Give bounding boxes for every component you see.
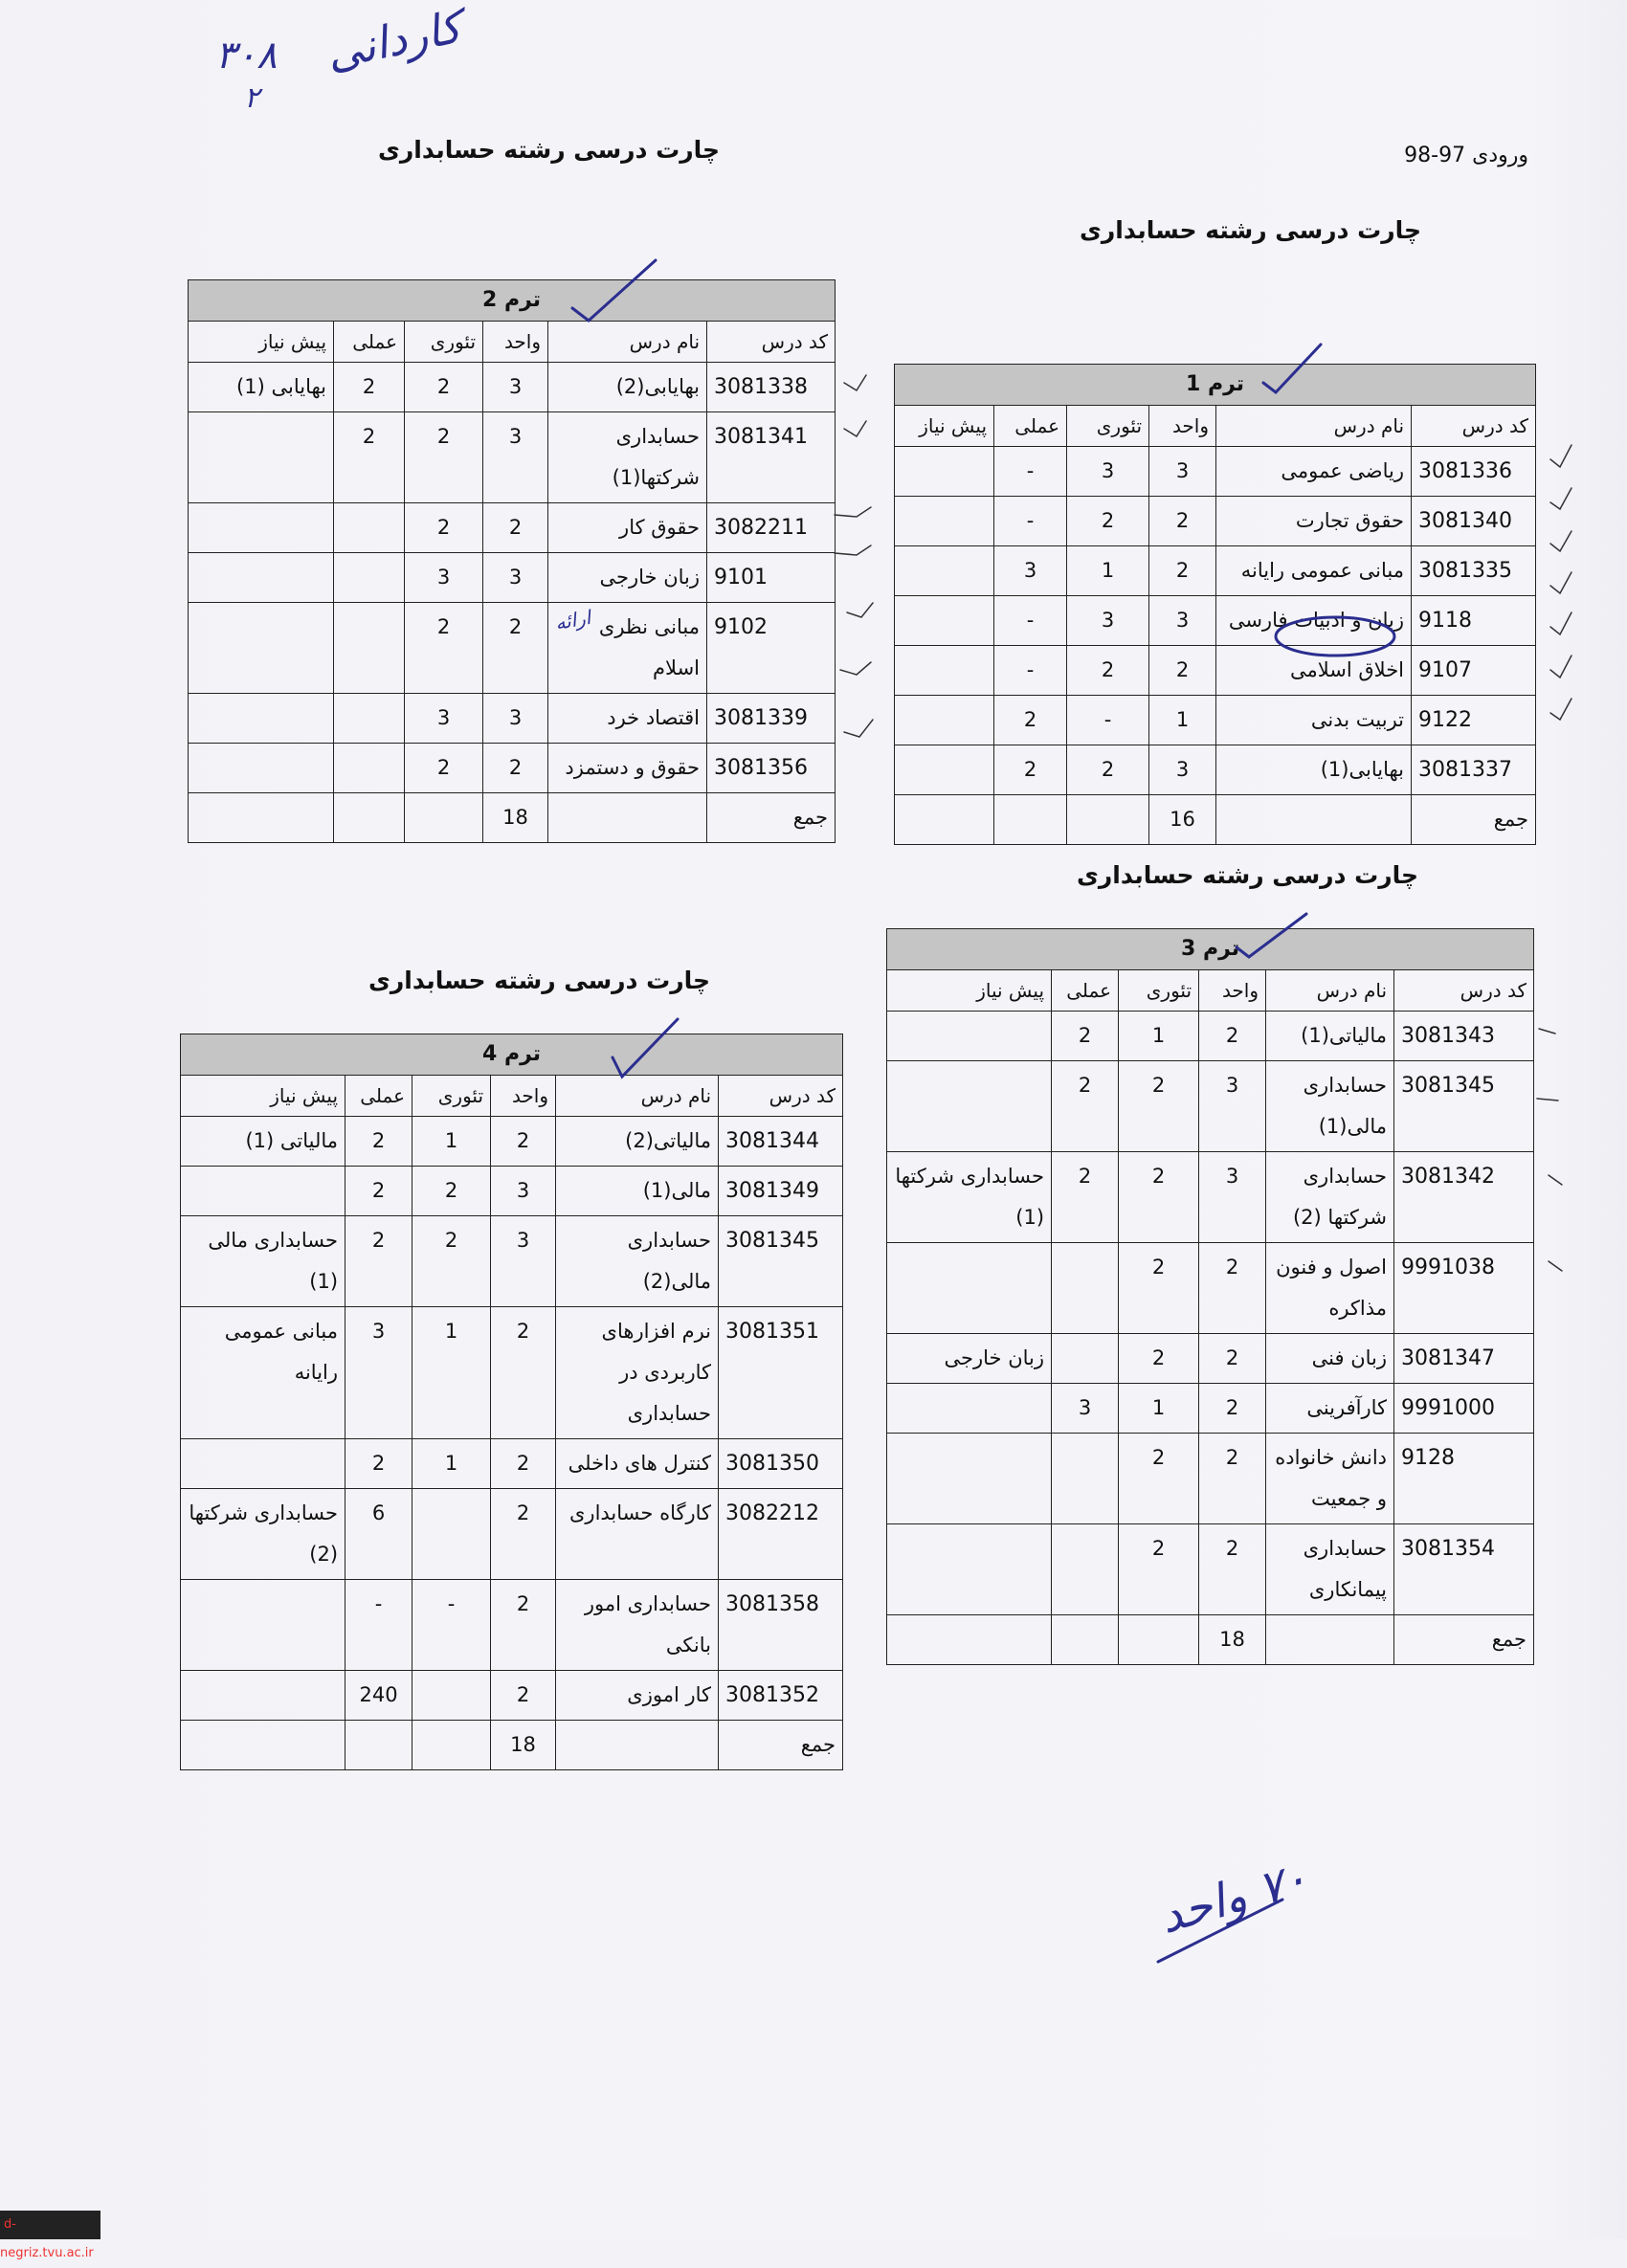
course-code: 3081350 [719, 1439, 843, 1489]
checkmark-icon [1539, 1029, 1555, 1034]
course-theory: - [412, 1580, 491, 1671]
course-theory: 2 [405, 503, 483, 553]
course-name: حقوق تجارت [1216, 497, 1412, 546]
course-units: 2 [1199, 1434, 1266, 1524]
course-units: 2 [1199, 1012, 1266, 1061]
header-prereq: پیش نیاز [887, 970, 1052, 1012]
course-theory: 2 [1119, 1243, 1199, 1334]
course-prereq: حسابداری شرکتها (2) [181, 1489, 345, 1580]
course-theory: 1 [412, 1307, 491, 1439]
course-units: 2 [491, 1671, 556, 1721]
course-name: حقوق کار [548, 503, 707, 553]
header-code: کد درس [1412, 406, 1536, 447]
checkmark-icon [844, 720, 873, 737]
term1-title: ترم 1 [895, 365, 1536, 406]
course-code: 3081335 [1412, 546, 1536, 596]
course-code: 9102 [707, 603, 836, 694]
course-code: 9122 [1412, 696, 1536, 745]
course-practical: - [994, 646, 1067, 696]
course-practical: - [994, 497, 1067, 546]
header-units: واحد [491, 1076, 556, 1117]
course-code: 3081336 [1412, 447, 1536, 497]
checkmark-icon [1550, 656, 1571, 678]
course-name: بهایابی(1) [1216, 745, 1412, 795]
course-practical: - [345, 1580, 412, 1671]
checkmark-icon [1550, 612, 1571, 634]
header-prereq: پیش نیاز [181, 1076, 345, 1117]
header-name: نام درس [1216, 406, 1412, 447]
course-code: 3081340 [1412, 497, 1536, 546]
course-theory: 3 [405, 694, 483, 744]
course-name: کنترل های داخلی [556, 1439, 719, 1489]
total-label: جمع [1412, 795, 1536, 845]
checkmark-icon [1237, 914, 1306, 957]
chart-title-term3: چارت درسی رشته حسابداری [1077, 861, 1419, 889]
course-code: 3081341 [707, 412, 836, 503]
course-units: 3 [483, 694, 548, 744]
course-code: 3081339 [707, 694, 836, 744]
handwritten-number: ۳۰۸ [215, 33, 278, 78]
header-theory: تئوری [1067, 406, 1149, 447]
total-label: جمع [719, 1721, 843, 1770]
course-theory: 3 [405, 553, 483, 603]
course-units: 3 [1149, 745, 1216, 795]
course-code: 3081345 [719, 1216, 843, 1307]
course-code: 9991038 [1394, 1243, 1534, 1334]
course-code: 3081338 [707, 363, 836, 412]
course-code: 3081352 [719, 1671, 843, 1721]
course-units: 2 [1199, 1334, 1266, 1384]
course-name: کارآفرینی [1266, 1384, 1394, 1434]
course-theory: - [1067, 696, 1149, 745]
total-units: 18 [483, 793, 548, 843]
course-theory: 2 [1119, 1061, 1199, 1152]
header-prereq: پیش نیاز [189, 322, 334, 363]
course-theory: 2 [412, 1167, 491, 1216]
course-units: 3 [1199, 1152, 1266, 1243]
course-name: بهایابی(2) [548, 363, 707, 412]
course-name: مالیاتی(2) [556, 1117, 719, 1167]
course-units: 2 [1149, 546, 1216, 596]
checkmark-icon [835, 545, 871, 555]
checkmark-icon [1550, 445, 1571, 467]
course-units: 2 [1199, 1384, 1266, 1434]
watermark [0, 2211, 100, 2260]
header-practical: عملی [334, 322, 405, 363]
course-name: مبانی عمومی رایانه [1216, 546, 1412, 596]
course-theory: 3 [1067, 447, 1149, 497]
course-theory: 2 [405, 363, 483, 412]
total-units: 18 [1199, 1615, 1266, 1665]
header-name: نام درس [1266, 970, 1394, 1012]
course-practical: 2 [994, 696, 1067, 745]
course-code: 3081358 [719, 1580, 843, 1671]
course-name: کار اموزی [556, 1671, 719, 1721]
header-practical: عملی [1052, 970, 1119, 1012]
course-name: حسابداری مالی(2) [556, 1216, 719, 1307]
course-theory: 2 [1067, 497, 1149, 546]
course-name: مالی(1) [556, 1167, 719, 1216]
checkmark-icon [1537, 1099, 1558, 1101]
header-theory: تئوری [412, 1076, 491, 1117]
checkmark-icon [1550, 531, 1571, 551]
header-name: نام درس [548, 322, 707, 363]
circle-annotation-icon [1276, 617, 1394, 656]
course-name: زبان و ادبیات فارسی [1216, 596, 1412, 646]
course-units: 3 [1199, 1061, 1266, 1152]
handwritten-sub: ۲ [244, 81, 260, 115]
checkmark-icon [613, 1019, 678, 1077]
course-name: مبانی نظری اسلام [548, 603, 707, 694]
course-code: 3082212 [719, 1489, 843, 1580]
entry-year-label: ورودی 97-98 [1404, 144, 1528, 167]
course-practical: 2 [334, 363, 405, 412]
course-code: 3081354 [1394, 1524, 1534, 1615]
course-code: 9107 [1412, 646, 1536, 696]
handwritten-word: کاردانی [321, 0, 466, 80]
chart-title-term4: چارت درسی رشته حسابداری [368, 967, 711, 994]
checkmark-icon [844, 375, 866, 390]
course-practical: - [994, 596, 1067, 646]
course-units: 2 [1149, 497, 1216, 546]
course-units: 3 [491, 1216, 556, 1307]
course-units: 1 [1149, 696, 1216, 745]
course-name: اخلاق اسلامی [1216, 646, 1412, 696]
course-name: اصول و فنون مذاکره [1266, 1243, 1394, 1334]
course-practical: 3 [994, 546, 1067, 596]
course-code: 3081349 [719, 1167, 843, 1216]
course-units: 3 [1149, 596, 1216, 646]
course-units: 3 [483, 553, 548, 603]
course-code: 3081344 [719, 1117, 843, 1167]
course-prereq: بهایابی (1) [189, 363, 334, 412]
header-name: نام درس [556, 1076, 719, 1117]
course-name: حسابداری امور بانکی [556, 1580, 719, 1671]
course-name: حقوق و دستمزد [548, 744, 707, 793]
course-theory: 2 [1119, 1434, 1199, 1524]
checkmark-icon [1550, 488, 1571, 509]
course-theory: 1 [412, 1117, 491, 1167]
checkmark-icon [1263, 345, 1321, 392]
course-units: 2 [491, 1307, 556, 1439]
handwritten-small-note: ارائه [553, 605, 592, 635]
course-code: 3082211 [707, 503, 836, 553]
checkmark-icon [1549, 1175, 1562, 1185]
course-code: 9128 [1394, 1434, 1534, 1524]
course-theory: 2 [1067, 646, 1149, 696]
chart-title-term2: چارت درسی رشته حسابداری [378, 136, 721, 164]
course-units: 2 [491, 1580, 556, 1671]
header-practical: عملی [345, 1076, 412, 1117]
term2-title: ترم 2 [189, 280, 836, 322]
course-theory: 2 [1119, 1524, 1199, 1615]
course-name: ریاضی عمومی [1216, 447, 1412, 497]
checkmark-icon [844, 421, 866, 436]
course-name: حسابداری مالی(1) [1266, 1061, 1394, 1152]
total-label: جمع [1394, 1615, 1534, 1665]
course-prereq: حسابداری شرکتها (1) [887, 1152, 1052, 1243]
course-theory: 1 [1067, 546, 1149, 596]
header-units: واحد [1149, 406, 1216, 447]
course-practical: - [994, 447, 1067, 497]
course-name: حسابداری پیمانکاری [1266, 1524, 1394, 1615]
chart-title-term1: چارت درسی رشته حسابداری [1080, 216, 1422, 244]
course-theory: 2 [1119, 1334, 1199, 1384]
course-practical: 2 [1052, 1061, 1119, 1152]
course-practical: 2 [1052, 1012, 1119, 1061]
course-practical: 2 [345, 1216, 412, 1307]
checkmark-icon [835, 507, 871, 517]
course-theory: 2 [1067, 745, 1149, 795]
course-code: 3081351 [719, 1307, 843, 1439]
header-theory: تئوری [1119, 970, 1199, 1012]
course-practical: 2 [994, 745, 1067, 795]
course-name: حسابداری شرکتها (2) [1266, 1152, 1394, 1243]
course-code: 3081347 [1394, 1334, 1534, 1384]
course-code: 3081342 [1394, 1152, 1534, 1243]
course-theory: 1 [1119, 1384, 1199, 1434]
course-units: 2 [1149, 646, 1216, 696]
course-name: حسابداری شرکتها(1) [548, 412, 707, 503]
course-name: زبان خارجی [548, 553, 707, 603]
course-theory: 2 [412, 1216, 491, 1307]
course-units: 2 [483, 503, 548, 553]
checkmark-icon [1549, 1261, 1562, 1271]
course-theory: 2 [405, 603, 483, 694]
course-units: 2 [1199, 1243, 1266, 1334]
header-theory: تئوری [405, 322, 483, 363]
total-units: 16 [1149, 795, 1216, 845]
term4-title: ترم 4 [181, 1034, 843, 1076]
course-practical: 3 [1052, 1384, 1119, 1434]
course-name: کارگاه حسابداری [556, 1489, 719, 1580]
course-units: 2 [483, 603, 548, 694]
course-name: نرم افزارهای کاربردی در حسابداری [556, 1307, 719, 1439]
checkmark-icon [1550, 572, 1571, 593]
course-practical: 2 [345, 1117, 412, 1167]
course-prereq: حسابداری مالی (1) [181, 1216, 345, 1307]
course-prereq: زبان خارجی [887, 1334, 1052, 1384]
checkmark-icon [572, 260, 656, 321]
course-units: 3 [1149, 447, 1216, 497]
course-name: تربیت بدنی [1216, 696, 1412, 745]
course-practical: 240 [345, 1671, 412, 1721]
course-units: 2 [491, 1117, 556, 1167]
course-theory: 1 [1119, 1012, 1199, 1061]
course-practical: 6 [345, 1489, 412, 1580]
course-prereq: مبانی عمومی رایانه [181, 1307, 345, 1439]
header-code: کد درس [719, 1076, 843, 1117]
handwritten-bottom-note: ۷۰ واحد [1153, 1851, 1314, 1945]
total-units: 18 [491, 1721, 556, 1770]
course-theory: 2 [405, 412, 483, 503]
course-code: 3081337 [1412, 745, 1536, 795]
header-code: کد درس [707, 322, 836, 363]
header-practical: عملی [994, 406, 1067, 447]
header-units: واحد [483, 322, 548, 363]
checkmark-icon [1550, 699, 1571, 720]
course-name: زبان فنی [1266, 1334, 1394, 1384]
course-theory: 2 [405, 744, 483, 793]
checkmark-icon [847, 603, 873, 617]
header-code: کد درس [1394, 970, 1534, 1012]
course-prereq: مالیاتی (1) [181, 1117, 345, 1167]
course-theory: 3 [1067, 596, 1149, 646]
course-units: 2 [491, 1439, 556, 1489]
watermark-text: d-negriz.tvu.ac.ir [0, 2217, 94, 2260]
course-code: 3081345 [1394, 1061, 1534, 1152]
course-practical: 2 [334, 412, 405, 503]
course-units: 3 [483, 363, 548, 412]
course-units: 3 [483, 412, 548, 503]
course-practical: 2 [345, 1439, 412, 1489]
course-units: 3 [491, 1167, 556, 1216]
course-code: 9991000 [1394, 1384, 1534, 1434]
course-practical: 2 [1052, 1152, 1119, 1243]
course-code: 3081343 [1394, 1012, 1534, 1061]
course-code: 9118 [1412, 596, 1536, 646]
course-name: دانش خانواده و جمعیت [1266, 1434, 1394, 1524]
course-units: 2 [1199, 1524, 1266, 1615]
header-prereq: پیش نیاز [895, 406, 994, 447]
checkmark-icon [840, 662, 871, 675]
course-code: 9101 [707, 553, 836, 603]
course-code: 3081356 [707, 744, 836, 793]
course-name: مالیاتی(1) [1266, 1012, 1394, 1061]
course-units: 2 [483, 744, 548, 793]
course-practical: 2 [345, 1167, 412, 1216]
header-units: واحد [1199, 970, 1266, 1012]
course-units: 2 [491, 1489, 556, 1580]
course-practical: 3 [345, 1307, 412, 1439]
course-theory: 1 [412, 1439, 491, 1489]
term3-title: ترم 3 [887, 929, 1534, 970]
course-theory: 2 [1119, 1152, 1199, 1243]
total-label: جمع [707, 793, 836, 843]
course-name: اقتصاد خرد [548, 694, 707, 744]
